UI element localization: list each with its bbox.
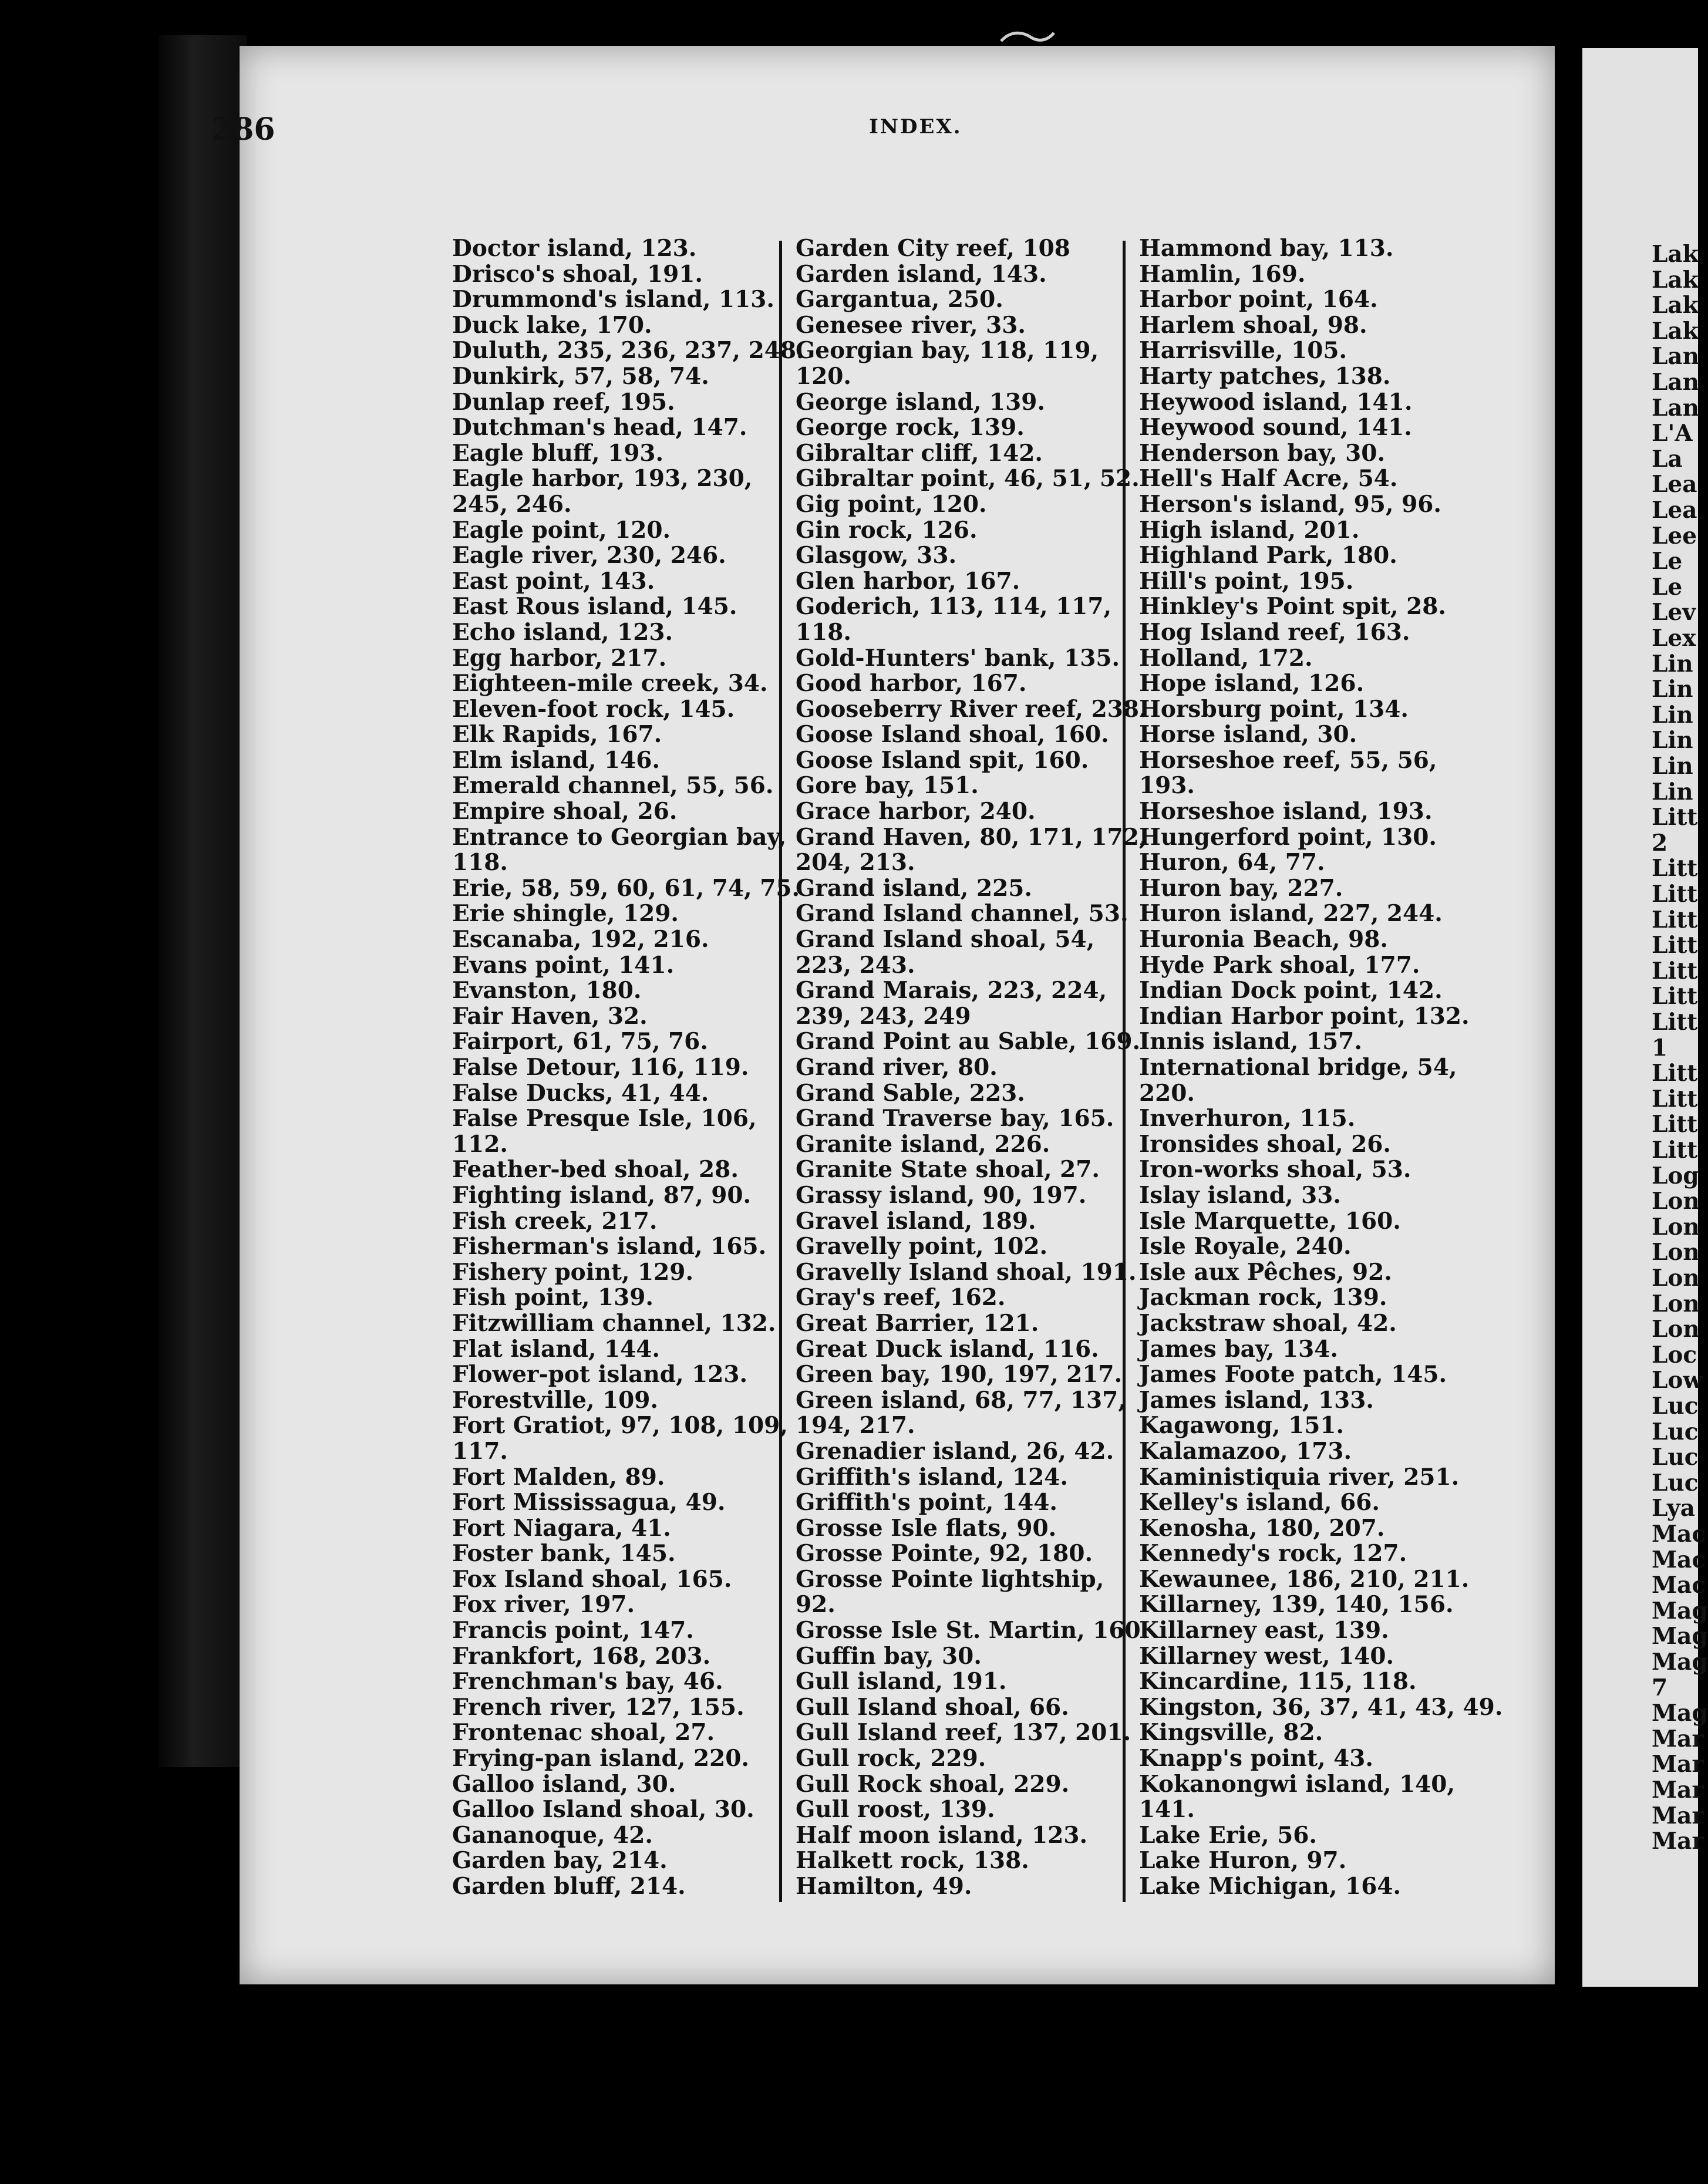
- facing-page-fragment: Luc: [1652, 1418, 1699, 1445]
- facing-page-fragment: Luc: [1652, 1393, 1699, 1420]
- index-entry: Halkett rock, 138.: [796, 1847, 1029, 1875]
- index-entry: Highland Park, 180.: [1139, 542, 1397, 569]
- index-entry: Hamilton, 49.: [796, 1873, 972, 1900]
- index-entry: Forestville, 109.: [452, 1386, 658, 1414]
- index-column-1: [452, 235, 804, 1900]
- index-entry: Griffith's island, 124.: [796, 1463, 1068, 1491]
- index-entry: Frying-pan island, 220.: [452, 1745, 749, 1772]
- index-entry: Grand Sable, 223.: [796, 1079, 1025, 1107]
- facing-page-fragment: 2: [1652, 829, 1668, 857]
- index-entry: Hungerford point, 130.: [1139, 823, 1437, 851]
- index-entry: Erie, 58, 59, 60, 61, 74, 75.: [452, 874, 800, 902]
- index-entry: Fairport, 61, 75, 76.: [452, 1028, 708, 1056]
- index-entry: False Ducks, 41, 44.: [452, 1079, 709, 1107]
- index-column-3: [1139, 235, 1503, 1900]
- index-entry: Heywood island, 141.: [1139, 388, 1413, 416]
- index-entry: Grosse Pointe, 92, 180.: [796, 1540, 1093, 1568]
- index-entry: Eagle river, 230, 246.: [452, 542, 726, 569]
- index-entry: Hyde Park shoal, 177.: [1139, 951, 1420, 979]
- index-entry: 245, 246.: [452, 490, 572, 518]
- facing-page-fragment: Lin: [1652, 676, 1693, 703]
- index-entry: Goderich, 113, 114, 117,: [796, 593, 1112, 621]
- index-entry: Gin rock, 126.: [796, 516, 978, 544]
- index-entry: Herson's island, 95, 96.: [1139, 490, 1441, 518]
- index-entry: Kaministiquia river, 251.: [1139, 1463, 1460, 1491]
- facing-page-fragment: Lin: [1652, 650, 1693, 678]
- index-entry: Dunkirk, 57, 58, 74.: [452, 362, 709, 390]
- facing-page-fragment: Mar: [1652, 1751, 1704, 1778]
- index-entry: Genesee river, 33.: [796, 311, 1026, 339]
- index-entry: Fitzwilliam channel, 132.: [452, 1309, 776, 1337]
- index-entry: Griffith's point, 144.: [796, 1489, 1057, 1516]
- index-entry: Grosse Isle flats, 90.: [796, 1514, 1057, 1542]
- index-entry: Fish creek, 217.: [452, 1207, 658, 1235]
- facing-page-fragment: Mag: [1652, 1597, 1708, 1624]
- facing-page-fragment: Lan: [1652, 343, 1700, 370]
- index-entry: False Detour, 116, 119.: [452, 1054, 749, 1081]
- index-entry: Galloo Island shoal, 30.: [452, 1796, 754, 1824]
- facing-page-fragment: Le: [1652, 573, 1683, 601]
- index-entry: Egg harbor, 217.: [452, 644, 667, 672]
- index-entry: Isle aux Pêches, 92.: [1139, 1258, 1392, 1286]
- index-entry: Foster bank, 145.: [452, 1540, 676, 1568]
- facing-page-fragment: Litt: [1652, 1060, 1698, 1087]
- facing-page-edge: [1582, 48, 1708, 1987]
- index-entry: 118.: [796, 618, 851, 646]
- index-entry: Glen harbor, 167.: [796, 567, 1020, 595]
- facing-page-fragment: Mac: [1652, 1546, 1706, 1573]
- index-entry: Grand Marais, 223, 224,: [796, 977, 1107, 1005]
- facing-page-fragment: Lin: [1652, 753, 1693, 780]
- index-entry: Kalamazoo, 173.: [1139, 1437, 1352, 1465]
- index-entry: Fort Gratiot, 97, 108, 109,: [452, 1412, 788, 1440]
- index-entry: Hog Island reef, 163.: [1139, 618, 1410, 646]
- index-entry: East point, 143.: [452, 567, 655, 595]
- facing-page-fragment: Mac: [1652, 1521, 1706, 1548]
- index-entry: Grand Island shoal, 54,: [796, 926, 1095, 953]
- index-entry: Green bay, 190, 197, 217.: [796, 1361, 1123, 1388]
- index-entry: 92.: [796, 1591, 836, 1619]
- index-entry: Garden bluff, 214.: [452, 1873, 686, 1900]
- index-entry: Islay island, 33.: [1139, 1181, 1342, 1209]
- ink-mark-icon: [998, 28, 1057, 46]
- facing-page-fragment: Mar: [1652, 1725, 1704, 1752]
- index-entry: Lake Huron, 97.: [1139, 1847, 1347, 1875]
- index-entry: Francis point, 147.: [452, 1617, 694, 1644]
- index-entry: Grand Haven, 80, 171, 172,: [796, 823, 1147, 851]
- index-entry: 117.: [452, 1437, 508, 1465]
- index-entry: Isle Marquette, 160.: [1139, 1207, 1401, 1235]
- index-entry: Harbor point, 164.: [1139, 286, 1378, 314]
- index-entry: Emerald channel, 55, 56.: [452, 772, 774, 800]
- index-entry: Garden bay, 214.: [452, 1847, 668, 1875]
- index-entry: Heywood sound, 141.: [1139, 414, 1412, 441]
- index-entry: 118.: [452, 849, 508, 877]
- facing-page-fragment: Lak: [1652, 241, 1699, 268]
- index-entry: Escanaba, 192, 216.: [452, 926, 709, 953]
- index-entry: Eagle point, 120.: [452, 516, 671, 544]
- index-entry: Eagle harbor, 193, 230,: [452, 465, 753, 493]
- index-entry: Great Barrier, 121.: [796, 1309, 1039, 1337]
- index-entry: Kennedy's rock, 127.: [1139, 1540, 1407, 1568]
- index-entry: Gravel island, 189.: [796, 1207, 1036, 1235]
- index-entry: Horse island, 30.: [1139, 721, 1357, 749]
- index-entry: Fort Niagara, 41.: [452, 1514, 671, 1542]
- facing-page-fragment: L'A: [1652, 420, 1693, 447]
- index-entry: Evans point, 141.: [452, 951, 675, 979]
- facing-page-fragment: Litt: [1652, 1085, 1698, 1113]
- index-entry: Flat island, 144.: [452, 1335, 660, 1363]
- facing-page-fragment: Lev: [1652, 599, 1696, 626]
- index-entry: 141.: [1139, 1796, 1195, 1824]
- index-entry: Gravelly Island shoal, 191.: [796, 1258, 1137, 1286]
- index-entry: Garden island, 143.: [796, 260, 1047, 288]
- index-entry: Indian Harbor point, 132.: [1139, 1002, 1470, 1030]
- index-entry: Kelley's island, 66.: [1139, 1489, 1380, 1516]
- index-entry: Empire shoal, 26.: [452, 798, 678, 825]
- index-entry: Fighting island, 87, 90.: [452, 1181, 752, 1209]
- index-entry: Henderson bay, 30.: [1139, 439, 1386, 467]
- facing-page-fragment: Litt: [1652, 881, 1698, 908]
- index-entry: Flower-pot island, 123.: [452, 1361, 748, 1388]
- index-entry: Dunlap reef, 195.: [452, 388, 675, 416]
- index-entry: Gooseberry River reef, 238.: [796, 695, 1147, 723]
- index-entry: Huron island, 227, 244.: [1139, 900, 1443, 928]
- book-spine-shadow: [159, 35, 247, 1767]
- index-entry: Evanston, 180.: [452, 977, 642, 1005]
- facing-page-fragment: Lon: [1652, 1316, 1700, 1343]
- index-entry: Gargantua, 250.: [796, 286, 1003, 314]
- index-entry: Killarney, 139, 140, 156.: [1139, 1591, 1454, 1619]
- facing-page-fragment: Mar: [1652, 1828, 1704, 1855]
- index-entry: Hinkley's Point spit, 28.: [1139, 593, 1446, 621]
- index-entry: Gravelly point, 102.: [796, 1233, 1048, 1260]
- index-entry: Fort Malden, 89.: [452, 1463, 665, 1491]
- index-entry: Frontenac shoal, 27.: [452, 1719, 715, 1747]
- facing-page-fragment: Lak: [1652, 317, 1699, 345]
- index-entry: Doctor island, 123.: [452, 235, 697, 262]
- index-entry: Hamlin, 169.: [1139, 260, 1306, 288]
- index-entry: Horsburg point, 134.: [1139, 695, 1409, 723]
- index-entry: Isle Royale, 240.: [1139, 1233, 1352, 1260]
- index-entry: James Foote patch, 145.: [1139, 1361, 1447, 1388]
- index-entry: Duluth, 235, 236, 237, 248.: [452, 337, 804, 365]
- index-entry: Eagle bluff, 193.: [452, 439, 664, 467]
- index-entry: Knapp's point, 43.: [1139, 1745, 1374, 1772]
- index-entry: International bridge, 54,: [1139, 1054, 1457, 1081]
- index-entry: Hell's Half Acre, 54.: [1139, 465, 1398, 493]
- index-entry: Feather-bed shoal, 28.: [452, 1156, 739, 1184]
- index-entry: Grace harbor, 240.: [796, 798, 1036, 825]
- index-entry: George island, 139.: [796, 388, 1045, 416]
- index-entry: Good harbor, 167.: [796, 670, 1027, 697]
- index-entry: Jackstraw shoal, 42.: [1139, 1309, 1397, 1337]
- index-entry: Jackman rock, 139.: [1139, 1284, 1387, 1312]
- index-entry: Gull Rock shoal, 229.: [796, 1770, 1070, 1798]
- index-entry: Fort Mississagua, 49.: [452, 1489, 726, 1516]
- index-entry: Grand river, 80.: [796, 1054, 998, 1081]
- index-entry: Gananoque, 42.: [452, 1821, 653, 1849]
- facing-page-fragment: Litt: [1652, 957, 1698, 985]
- index-entry: Ironsides shoal, 26.: [1139, 1130, 1391, 1158]
- facing-page-fragment: Lin: [1652, 778, 1693, 805]
- index-entry: Dutchman's head, 147.: [452, 414, 747, 441]
- index-entry: Hope island, 126.: [1139, 670, 1365, 697]
- facing-page-fragment: Luc: [1652, 1469, 1699, 1497]
- index-entry: Gibraltar cliff, 142.: [796, 439, 1043, 467]
- index-entry: Garden City reef, 108: [796, 235, 1070, 262]
- facing-page-fragment: Litt: [1652, 804, 1698, 831]
- index-entry: Gull Island shoal, 66.: [796, 1693, 1069, 1721]
- index-entry: Frenchman's bay, 46.: [452, 1668, 723, 1696]
- facing-page-fragment: Loc: [1652, 1341, 1697, 1369]
- index-entry: Grand island, 225.: [796, 874, 1032, 902]
- index-entry: Kingsville, 82.: [1139, 1719, 1323, 1747]
- facing-page-fragment: Mar: [1652, 1777, 1704, 1804]
- facing-page-fragment: 1: [1652, 1034, 1668, 1061]
- index-entry: Goose Island spit, 160.: [796, 746, 1089, 774]
- index-entry: Fish point, 139.: [452, 1284, 654, 1312]
- index-entry: Gig point, 120.: [796, 490, 987, 518]
- facing-page-fragment: Litt: [1652, 906, 1698, 933]
- index-entry: Glasgow, 33.: [796, 542, 957, 569]
- index-entry: Entrance to Georgian bay,: [452, 823, 787, 851]
- index-entry: Elm island, 146.: [452, 746, 661, 774]
- index-entry: Fox Island shoal, 165.: [452, 1565, 732, 1593]
- index-entry: Gull roost, 139.: [796, 1796, 995, 1824]
- facing-page-fragment: Luc: [1652, 1444, 1699, 1471]
- index-entry: Granite island, 226.: [796, 1130, 1050, 1158]
- index-entry: Innis island, 157.: [1139, 1028, 1362, 1056]
- index-entry: Killarney east, 139.: [1139, 1617, 1389, 1644]
- index-entry: Drummond's island, 113.: [452, 286, 774, 314]
- facing-page-fragment: Litt: [1652, 983, 1698, 1010]
- index-entry: Kagawong, 151.: [1139, 1412, 1345, 1440]
- index-entry: Holland, 172.: [1139, 644, 1313, 672]
- index-entry: Lake Erie, 56.: [1139, 1821, 1318, 1849]
- index-entry: Grenadier island, 26, 42.: [796, 1437, 1114, 1465]
- index-entry: Grosse Isle St. Martin, 160.: [796, 1617, 1149, 1644]
- page-number: 286: [211, 112, 275, 147]
- facing-page-fragment: Lex: [1652, 625, 1696, 652]
- index-entry: Inverhuron, 115.: [1139, 1105, 1356, 1133]
- index-entry: False Presque Isle, 106,: [452, 1105, 757, 1133]
- page-header: INDEX.: [869, 115, 962, 139]
- index-entry: Huron, 64, 77.: [1139, 849, 1325, 877]
- index-entry: Great Duck island, 116.: [796, 1335, 1099, 1363]
- index-entry: Fishery point, 129.: [452, 1258, 694, 1286]
- index-entry: Green island, 68, 77, 137,: [796, 1386, 1126, 1414]
- facing-page-fragment: Lee: [1652, 522, 1697, 550]
- index-entry: High island, 201.: [1139, 516, 1360, 544]
- index-entry: Eighteen-mile creek, 34.: [452, 670, 768, 697]
- index-entry: George rock, 139.: [796, 414, 1025, 441]
- index-entry: Georgian bay, 118, 119,: [796, 337, 1099, 365]
- index-entry: Kokanongwi island, 140,: [1139, 1770, 1455, 1798]
- facing-page-fragment: Lin: [1652, 701, 1693, 729]
- facing-page-fragment: Litt: [1652, 855, 1698, 882]
- index-entry: Fair Haven, 32.: [452, 1002, 648, 1030]
- facing-page-fragment: Lak: [1652, 292, 1699, 319]
- index-entry: Kenosha, 180, 207.: [1139, 1514, 1385, 1542]
- facing-page-fragment: Lon: [1652, 1239, 1700, 1266]
- index-entry: Gibraltar point, 46, 51, 52.: [796, 465, 1140, 493]
- facing-page-fragment: Litt: [1652, 1009, 1698, 1036]
- index-entry: 204, 213.: [796, 849, 915, 877]
- index-entry: Gold-Hunters' bank, 135.: [796, 644, 1120, 672]
- index-entry: Half moon island, 123.: [796, 1821, 1088, 1849]
- index-entry: 223, 243.: [796, 951, 915, 979]
- index-entry: Huron bay, 227.: [1139, 874, 1343, 902]
- facing-page-fragment: Mag: [1652, 1700, 1708, 1727]
- facing-page-fragment: Lan: [1652, 394, 1700, 422]
- index-entry: 120.: [796, 362, 851, 390]
- index-entry: Gull Island reef, 137, 201.: [796, 1719, 1131, 1747]
- index-entry: James island, 133.: [1139, 1386, 1374, 1414]
- facing-page-fragment: Lya: [1652, 1495, 1695, 1522]
- index-entry: Frankfort, 168, 203.: [452, 1642, 711, 1670]
- index-entry: Harlem shoal, 98.: [1139, 311, 1367, 339]
- facing-page-fragment: Lak: [1652, 266, 1699, 294]
- index-entry: Kewaunee, 186, 210, 211.: [1139, 1565, 1470, 1593]
- facing-page-fragment: 7: [1652, 1674, 1668, 1701]
- facing-page-fragment: Mag: [1652, 1623, 1708, 1650]
- index-entry: Indian Dock point, 142.: [1139, 977, 1443, 1005]
- index-entry: Harrisville, 105.: [1139, 337, 1347, 365]
- facing-page-fragment: Litt: [1652, 1111, 1698, 1138]
- index-entry: Erie shingle, 129.: [452, 900, 679, 928]
- facing-page-fragment: Lon: [1652, 1213, 1700, 1241]
- index-entry: Gull island, 191.: [796, 1668, 1007, 1696]
- index-entry: Hill's point, 195.: [1139, 567, 1354, 595]
- facing-page-fragment: Mac: [1652, 1572, 1706, 1599]
- index-entry: Eleven-foot rock, 145.: [452, 695, 735, 723]
- index-entry: James bay, 134.: [1139, 1335, 1338, 1363]
- index-entry: Grand Point au Sable, 169.: [796, 1028, 1141, 1056]
- index-entry: Granite State shoal, 27.: [796, 1156, 1100, 1184]
- index-entry: Grosse Pointe lightship,: [796, 1565, 1104, 1593]
- index-entry: 193.: [1139, 772, 1195, 800]
- index-entry: Fisherman's island, 165.: [452, 1233, 767, 1260]
- facing-page-fragment: Litt: [1652, 1137, 1698, 1164]
- index-entry: Lake Michigan, 164.: [1139, 1873, 1402, 1900]
- index-entry: Fox river, 197.: [452, 1591, 635, 1619]
- index-entry: 239, 243, 249: [796, 1002, 971, 1030]
- facing-page-fragment: Lon: [1652, 1265, 1700, 1292]
- index-entry: Echo island, 123.: [452, 618, 673, 646]
- index-entry: Horseshoe reef, 55, 56,: [1139, 746, 1437, 774]
- index-entry: Drisco's shoal, 191.: [452, 260, 703, 288]
- facing-page-fragment: Lon: [1652, 1290, 1700, 1317]
- facing-page-fragment: La: [1652, 445, 1683, 473]
- facing-page-fragment: Lon: [1652, 1188, 1700, 1215]
- facing-page-fragment: Low: [1652, 1367, 1703, 1394]
- index-entry: Gore bay, 151.: [796, 772, 979, 800]
- index-entry: Horseshoe island, 193.: [1139, 798, 1433, 825]
- index-entry: Grand Traverse bay, 165.: [796, 1105, 1114, 1133]
- facing-page-fragment: Lea: [1652, 497, 1697, 524]
- index-entry: Goose Island shoal, 160.: [796, 721, 1109, 749]
- index-entry: East Rous island, 145.: [452, 593, 737, 621]
- index-entry: Kingston, 36, 37, 41, 43, 49.: [1139, 1693, 1503, 1721]
- facing-page-fragment: Log: [1652, 1162, 1699, 1189]
- index-entry: Gray's reef, 162.: [796, 1284, 1006, 1312]
- index-entry: 194, 217.: [796, 1412, 915, 1440]
- index-entry: Grand Island channel, 53.: [796, 900, 1128, 928]
- index-entry: Huronia Beach, 98.: [1139, 926, 1388, 953]
- facing-page-fragment: Lea: [1652, 471, 1697, 498]
- index-entry: Gull rock, 229.: [796, 1745, 986, 1772]
- facing-page-fragment: Le: [1652, 548, 1683, 575]
- index-entry: French river, 127, 155.: [452, 1693, 744, 1721]
- index-column-2: [796, 235, 1149, 1900]
- index-entry: Elk Rapids, 167.: [452, 721, 662, 749]
- index-entry: Kincardine, 115, 118.: [1139, 1668, 1417, 1696]
- facing-page-fragment: Mag: [1652, 1649, 1708, 1676]
- index-entry: 220.: [1139, 1079, 1195, 1107]
- facing-page-fragment: Litt: [1652, 932, 1698, 959]
- index-entry: Galloo island, 30.: [452, 1770, 676, 1798]
- facing-page-fragment: Lan: [1652, 369, 1700, 396]
- index-entry: Guffin bay, 30.: [796, 1642, 982, 1670]
- index-entry: 112.: [452, 1130, 508, 1158]
- index-entry: Grassy island, 90, 197.: [796, 1181, 1087, 1209]
- index-entry: Duck lake, 170.: [452, 311, 652, 339]
- index-entry: Harty patches, 138.: [1139, 362, 1391, 390]
- index-entry: Iron-works shoal, 53.: [1139, 1156, 1411, 1184]
- index-entry: Killarney west, 140.: [1139, 1642, 1394, 1670]
- index-entry: Hammond bay, 113.: [1139, 235, 1394, 262]
- facing-page-fragment: Mar: [1652, 1802, 1704, 1829]
- facing-page-fragment: Lin: [1652, 727, 1693, 754]
